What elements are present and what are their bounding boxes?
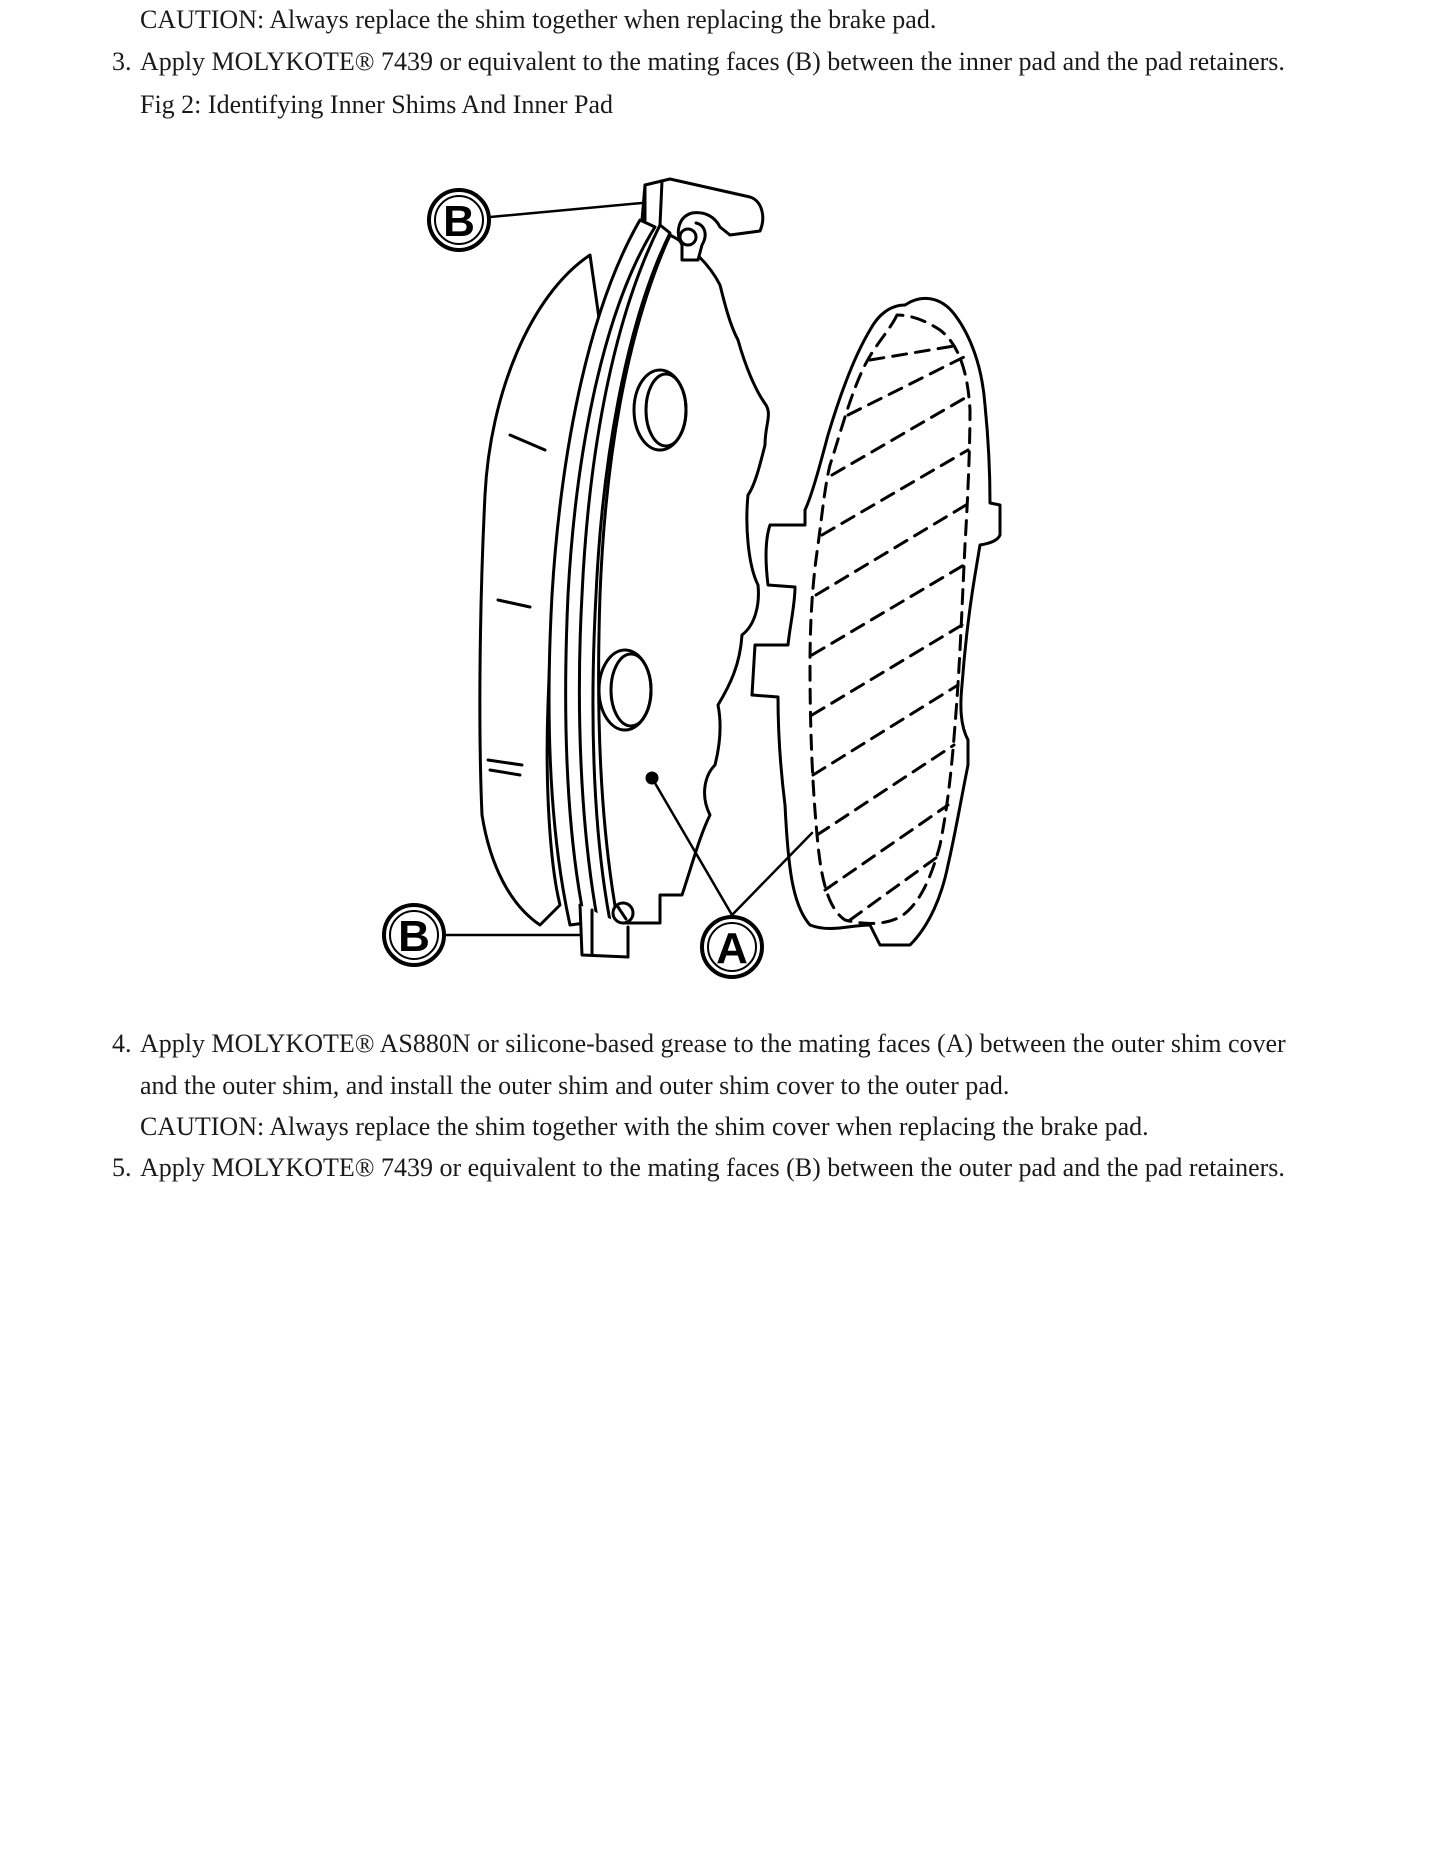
step-3-number: 3. (112, 47, 132, 76)
step-3-text: Apply MOLYKOTE® 7439 or equivalent to the mating faces (B) between the inner pad and the pad retainers. (140, 47, 1285, 76)
callout-b-top (429, 190, 489, 250)
svg-text:A: A (716, 924, 748, 973)
step-4-number: 4. (112, 1029, 132, 1058)
callout-b-bottom (384, 905, 444, 965)
step-5-number: 5. (112, 1153, 132, 1182)
step-5-text: Apply MOLYKOTE® 7439 or equivalent to the mating faces (B) between the outer pad and the pad retainers. (140, 1153, 1285, 1182)
brake-pad-diagram (370, 165, 1030, 985)
svg-text:B: B (398, 912, 430, 961)
step-4-text-line1: Apply MOLYKOTE® AS880N or silicone-based grease to the mating faces (A) between the outer shim cover (140, 1029, 1286, 1058)
step-4-caution: CAUTION: Always replace the shim together with the shim cover when replacing the brake pad. (140, 1112, 1149, 1141)
caution-top: CAUTION: Always replace the shim together when replacing the brake pad. (140, 5, 937, 34)
svg-text:B: B (443, 197, 475, 246)
figure-caption: Fig 2: Identifying Inner Shims And Inner Pad (140, 90, 614, 119)
callout-a (702, 917, 762, 977)
inner-pad (480, 179, 769, 957)
step-4-text-line2: and the outer shim, and install the outer shim and outer shim cover to the outer pad. (140, 1071, 1010, 1100)
outer-pad (752, 298, 1000, 945)
